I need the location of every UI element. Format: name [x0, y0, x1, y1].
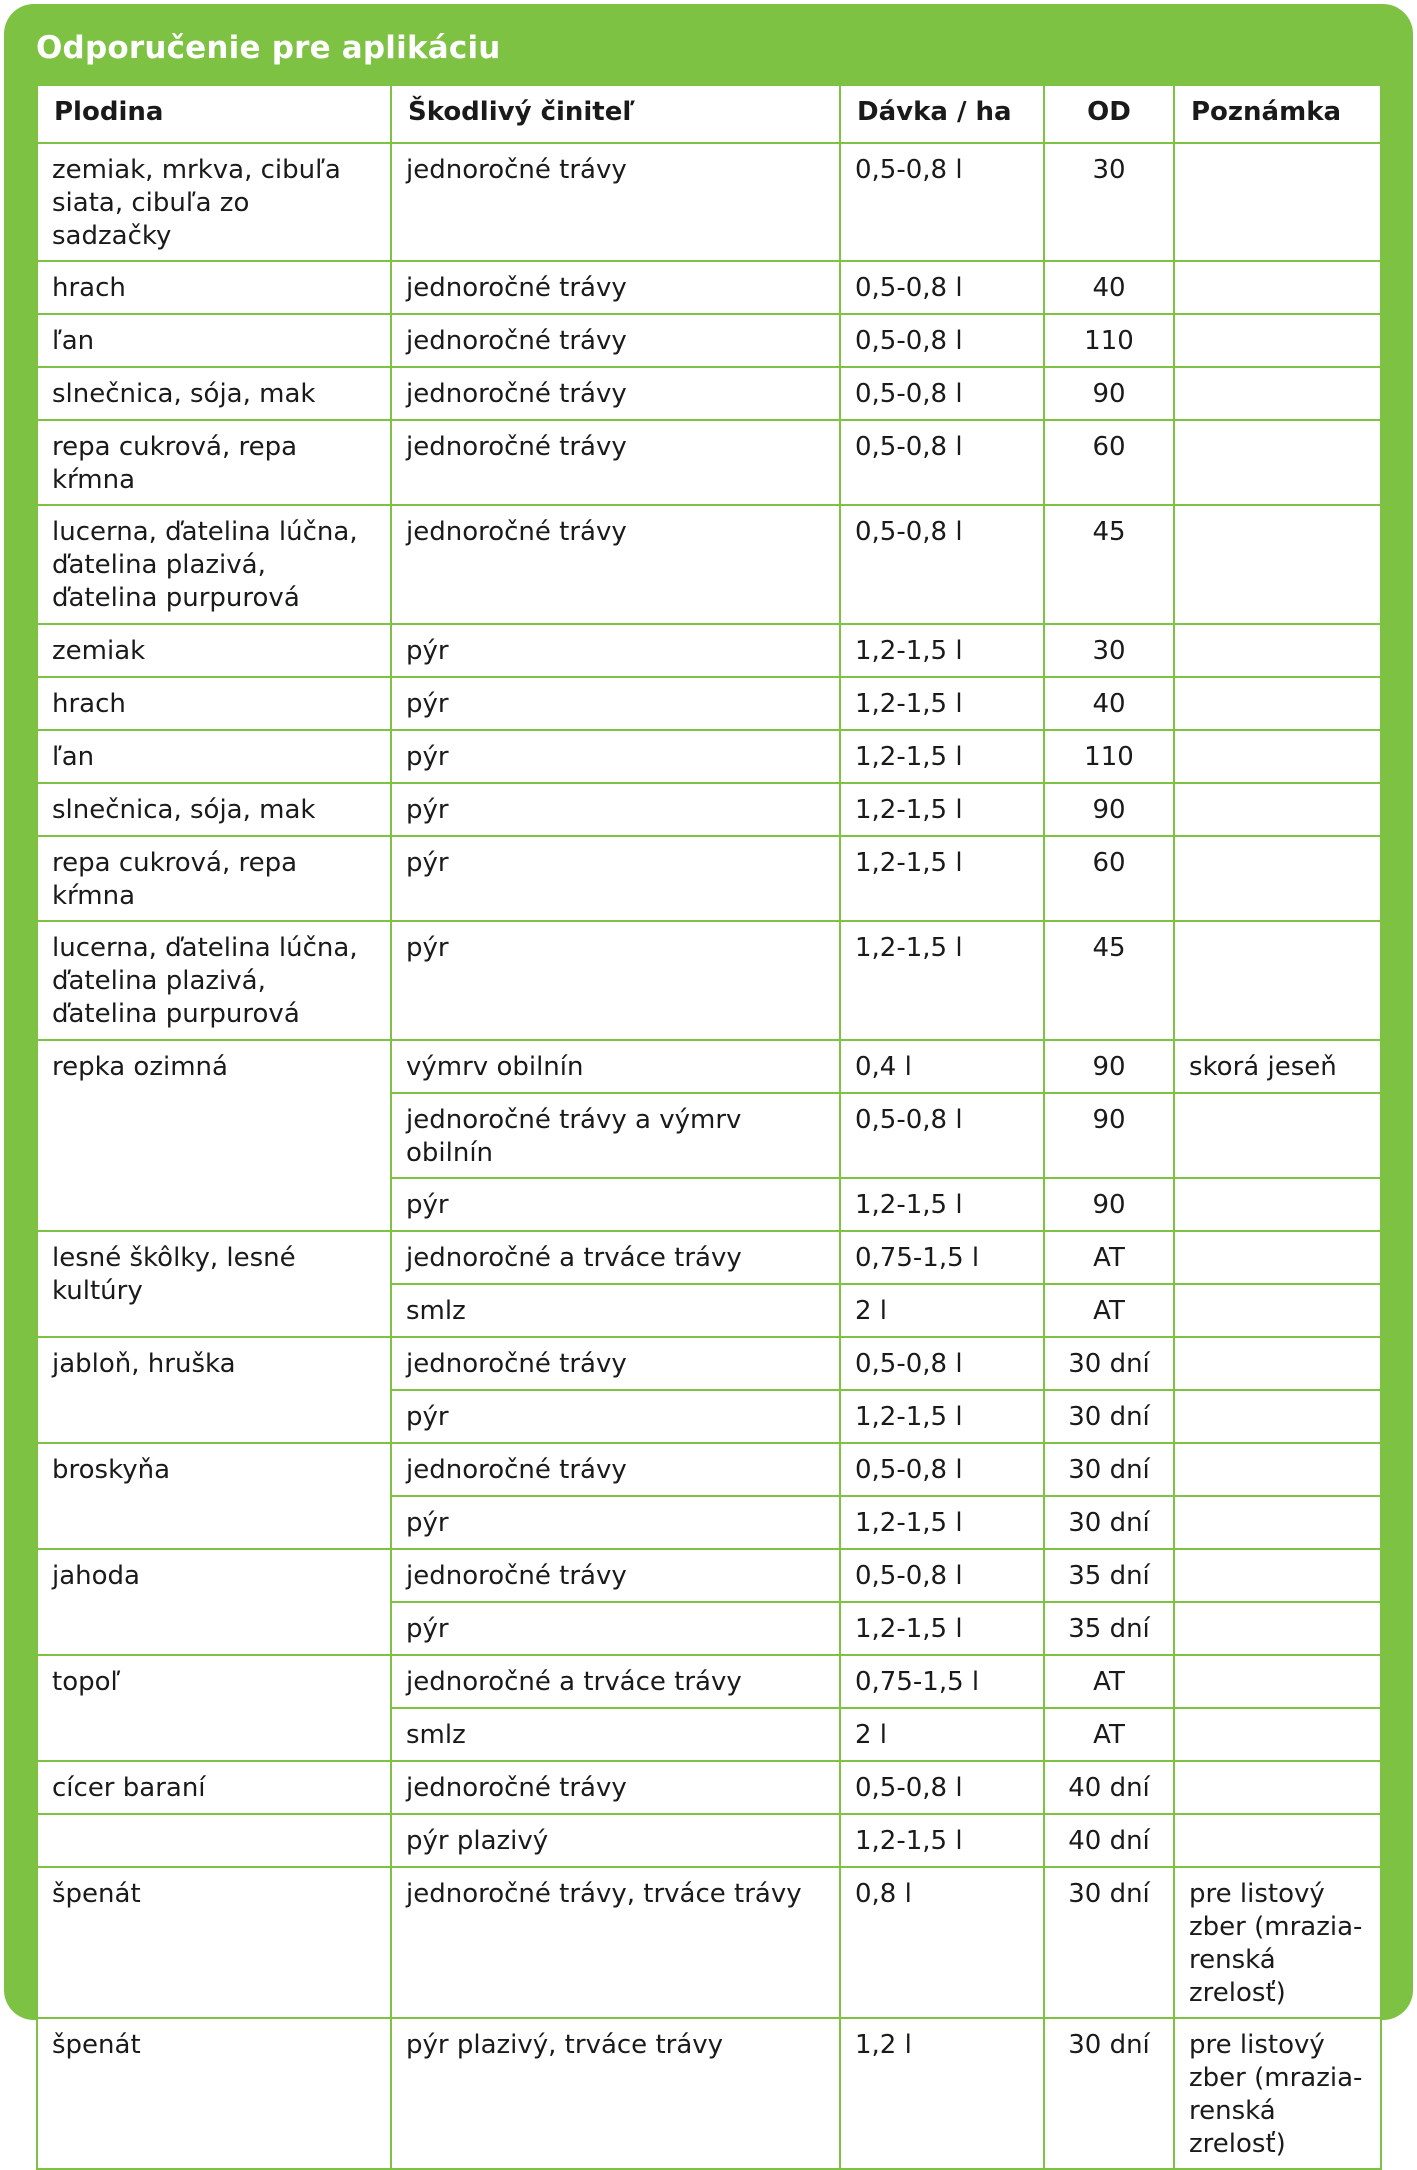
cell-pest: jednoročné trávy	[391, 314, 840, 367]
cell-dose: 1,2-1,5 l	[840, 836, 1044, 921]
cell-od: AT	[1044, 1655, 1174, 1708]
table-row	[37, 420, 1381, 505]
cell-dose: 0,5-0,8 l	[840, 505, 1044, 624]
cell-crop: repa cukrová, repa kŕmna	[37, 420, 391, 505]
cell-note: skorá jeseň	[1174, 1040, 1381, 1093]
table-row	[37, 921, 1381, 1040]
cell-od: 90	[1044, 783, 1174, 836]
page-title: Odporučenie pre aplikáciu	[36, 30, 501, 66]
cell-pest: pýr	[391, 1602, 840, 1655]
cell-note	[1174, 1655, 1381, 1708]
cell-note	[1174, 836, 1381, 921]
cell-dose: 0,5-0,8 l	[840, 314, 1044, 367]
cell-dose: 2 l	[840, 1708, 1044, 1761]
table-row	[37, 314, 1381, 367]
cell-pest: výmrv obilnín	[391, 1040, 840, 1093]
cell-od: 40 dní	[1044, 1761, 1174, 1814]
cell-pest: pýr	[391, 921, 840, 1040]
cell-note	[1174, 261, 1381, 314]
cell-note	[1174, 367, 1381, 420]
cell-note	[1174, 730, 1381, 783]
cell-crop: jahoda	[37, 1549, 391, 1655]
cell-dose: 0,5-0,8 l	[840, 143, 1044, 261]
cell-pest: pýr plazivý	[391, 1814, 840, 1867]
cell-dose: 1,2-1,5 l	[840, 783, 1044, 836]
cell-dose: 1,2 l	[840, 2018, 1044, 2169]
cell-od: 35 dní	[1044, 1549, 1174, 1602]
cell-pest: pýr	[391, 1496, 840, 1549]
cell-note	[1174, 1602, 1381, 1655]
cell-od: 30 dní	[1044, 1337, 1174, 1390]
cell-dose: 1,2-1,5 l	[840, 677, 1044, 730]
cell-dose: 2 l	[840, 1284, 1044, 1337]
cell-dose: 0,5-0,8 l	[840, 1093, 1044, 1178]
cell-note	[1174, 1549, 1381, 1602]
cell-note	[1174, 1814, 1381, 1867]
cell-pest: jednoročné trávy	[391, 420, 840, 505]
cell-dose: 0,8 l	[840, 1867, 1044, 2018]
header-crop: Plodina	[37, 85, 391, 143]
table-row	[37, 1867, 1381, 2018]
cell-crop: lucerna, ďatelina lúčna, ďatelina plazivá, ďatelina purpurová	[37, 505, 391, 624]
cell-od: 60	[1044, 836, 1174, 921]
cell-crop: hrach	[37, 261, 391, 314]
cell-pest: jednoročné trávy	[391, 1549, 840, 1602]
cell-od: 40 dní	[1044, 1814, 1174, 1867]
table-row	[37, 1231, 1381, 1284]
cell-od: 110	[1044, 730, 1174, 783]
table-row	[37, 783, 1381, 836]
cell-pest: jednoročné a trváce trávy	[391, 1231, 840, 1284]
cell-crop: lucerna, ďatelina lúčna, ďatelina plazivá, ďatelina purpurová	[37, 921, 391, 1040]
cell-od: 30 dní	[1044, 1867, 1174, 2018]
table-row	[37, 1655, 1381, 1708]
table-row	[37, 367, 1381, 420]
cell-pest: pýr	[391, 836, 840, 921]
cell-od: 30 dní	[1044, 1390, 1174, 1443]
table-row	[37, 1549, 1381, 1602]
cell-pest: jednoročné trávy a výmrv obilnín	[391, 1093, 840, 1178]
cell-od: 90	[1044, 1040, 1174, 1093]
cell-note: pre listový zber (mrazia-renská zrelosť)	[1174, 2018, 1381, 2169]
cell-note	[1174, 677, 1381, 730]
cell-dose: 0,5-0,8 l	[840, 1337, 1044, 1390]
table-row	[37, 143, 1381, 261]
cell-pest: pýr	[391, 783, 840, 836]
cell-note	[1174, 624, 1381, 677]
cell-crop: repa cukrová, repa kŕmna	[37, 836, 391, 921]
header-pest: Škodlivý činiteľ	[391, 85, 840, 143]
cell-note	[1174, 1284, 1381, 1337]
cell-dose: 0,75-1,5 l	[840, 1655, 1044, 1708]
cell-dose: 1,2-1,5 l	[840, 1496, 1044, 1549]
cell-note	[1174, 314, 1381, 367]
cell-crop: špenát	[37, 1867, 391, 2018]
cell-pest: jednoročné a trváce trávy	[391, 1655, 840, 1708]
cell-dose: 0,4 l	[840, 1040, 1044, 1093]
cell-note	[1174, 1231, 1381, 1284]
cell-note	[1174, 1496, 1381, 1549]
cell-crop: broskyňa	[37, 1443, 391, 1549]
header-dose: Dávka / ha	[840, 85, 1044, 143]
cell-crop: topoľ	[37, 1655, 391, 1761]
cell-od: AT	[1044, 1708, 1174, 1761]
cell-crop: zemiak, mrkva, cibuľa siata, cibuľa zo sadzačky	[37, 143, 391, 261]
cell-pest: jednoročné trávy	[391, 261, 840, 314]
application-table	[36, 84, 1382, 2170]
cell-od: 30 dní	[1044, 1496, 1174, 1549]
cell-dose: 1,2-1,5 l	[840, 624, 1044, 677]
cell-pest: pýr	[391, 624, 840, 677]
table-row	[37, 1337, 1381, 1390]
cell-crop: slnečnica, sója, mak	[37, 367, 391, 420]
cell-dose: 1,2-1,5 l	[840, 1390, 1044, 1443]
cell-od: 35 dní	[1044, 1602, 1174, 1655]
cell-note	[1174, 505, 1381, 624]
cell-od: 30 dní	[1044, 1443, 1174, 1496]
cell-pest: pýr plazivý, trváce trávy	[391, 2018, 840, 2169]
cell-note	[1174, 921, 1381, 1040]
cell-od: AT	[1044, 1284, 1174, 1337]
cell-od: 60	[1044, 420, 1174, 505]
cell-od: 40	[1044, 261, 1174, 314]
cell-crop: špenát	[37, 2018, 391, 2169]
cell-crop: hrach	[37, 677, 391, 730]
header-od: OD	[1044, 85, 1174, 143]
table-row	[37, 505, 1381, 624]
cell-pest: jednoročné trávy	[391, 1337, 840, 1390]
cell-od: 30	[1044, 143, 1174, 261]
cell-dose: 0,75-1,5 l	[840, 1231, 1044, 1284]
cell-crop: zemiak	[37, 624, 391, 677]
cell-pest: jednoročné trávy	[391, 505, 840, 624]
table-row	[37, 1814, 1381, 1867]
cell-note	[1174, 143, 1381, 261]
header-note: Poznámka	[1174, 85, 1381, 143]
table-row	[37, 836, 1381, 921]
cell-od: 30	[1044, 624, 1174, 677]
cell-dose: 0,5-0,8 l	[840, 1761, 1044, 1814]
table-row	[37, 1443, 1381, 1496]
cell-dose: 1,2-1,5 l	[840, 1178, 1044, 1231]
cell-note	[1174, 1178, 1381, 1231]
cell-od: 40	[1044, 677, 1174, 730]
table-row	[37, 677, 1381, 730]
cell-dose: 0,5-0,8 l	[840, 261, 1044, 314]
cell-note	[1174, 1761, 1381, 1814]
cell-note: pre listový zber (mrazia-renská zrelosť)	[1174, 1867, 1381, 2018]
cell-od: 90	[1044, 367, 1174, 420]
table-row	[37, 730, 1381, 783]
table-header-row	[37, 85, 1381, 143]
table-row	[37, 1040, 1381, 1093]
cell-crop: ľan	[37, 314, 391, 367]
cell-pest: jednoročné trávy	[391, 1761, 840, 1814]
cell-note	[1174, 1708, 1381, 1761]
cell-note	[1174, 783, 1381, 836]
cell-od: 45	[1044, 921, 1174, 1040]
cell-dose: 1,2-1,5 l	[840, 1602, 1044, 1655]
cell-dose: 0,5-0,8 l	[840, 1443, 1044, 1496]
table-row	[37, 624, 1381, 677]
cell-od: AT	[1044, 1231, 1174, 1284]
cell-crop: slnečnica, sója, mak	[37, 783, 391, 836]
cell-pest: jednoročné trávy	[391, 367, 840, 420]
cell-pest: jednoročné trávy, trváce trávy	[391, 1867, 840, 2018]
cell-crop: ľan	[37, 730, 391, 783]
cell-note	[1174, 1390, 1381, 1443]
table-row	[37, 2018, 1381, 2169]
cell-od: 90	[1044, 1178, 1174, 1231]
cell-crop: jabloň, hruška	[37, 1337, 391, 1443]
cell-crop: repka ozimná	[37, 1040, 391, 1231]
cell-crop: cícer baraní	[37, 1761, 391, 1814]
cell-note	[1174, 1443, 1381, 1496]
cell-pest: pýr	[391, 1178, 840, 1231]
cell-note	[1174, 1093, 1381, 1178]
cell-pest: pýr	[391, 1390, 840, 1443]
cell-dose: 0,5-0,8 l	[840, 1549, 1044, 1602]
cell-pest: jednoročné trávy	[391, 143, 840, 261]
cell-od: 90	[1044, 1093, 1174, 1178]
cell-dose: 1,2-1,5 l	[840, 921, 1044, 1040]
cell-dose: 1,2-1,5 l	[840, 730, 1044, 783]
cell-od: 45	[1044, 505, 1174, 624]
cell-crop: lesné škôlky, lesné kultúry	[37, 1231, 391, 1337]
cell-od: 30 dní	[1044, 2018, 1174, 2169]
cell-pest: pýr	[391, 677, 840, 730]
cell-pest: smlz	[391, 1284, 840, 1337]
table-row	[37, 1761, 1381, 1814]
cell-dose: 1,2-1,5 l	[840, 1814, 1044, 1867]
cell-note	[1174, 420, 1381, 505]
cell-od: 110	[1044, 314, 1174, 367]
cell-pest: jednoročné trávy	[391, 1443, 840, 1496]
cell-crop	[37, 1814, 391, 1867]
cell-note	[1174, 1337, 1381, 1390]
cell-pest: smlz	[391, 1708, 840, 1761]
cell-pest: pýr	[391, 730, 840, 783]
table-row	[37, 261, 1381, 314]
cell-dose: 0,5-0,8 l	[840, 420, 1044, 505]
cell-dose: 0,5-0,8 l	[840, 367, 1044, 420]
